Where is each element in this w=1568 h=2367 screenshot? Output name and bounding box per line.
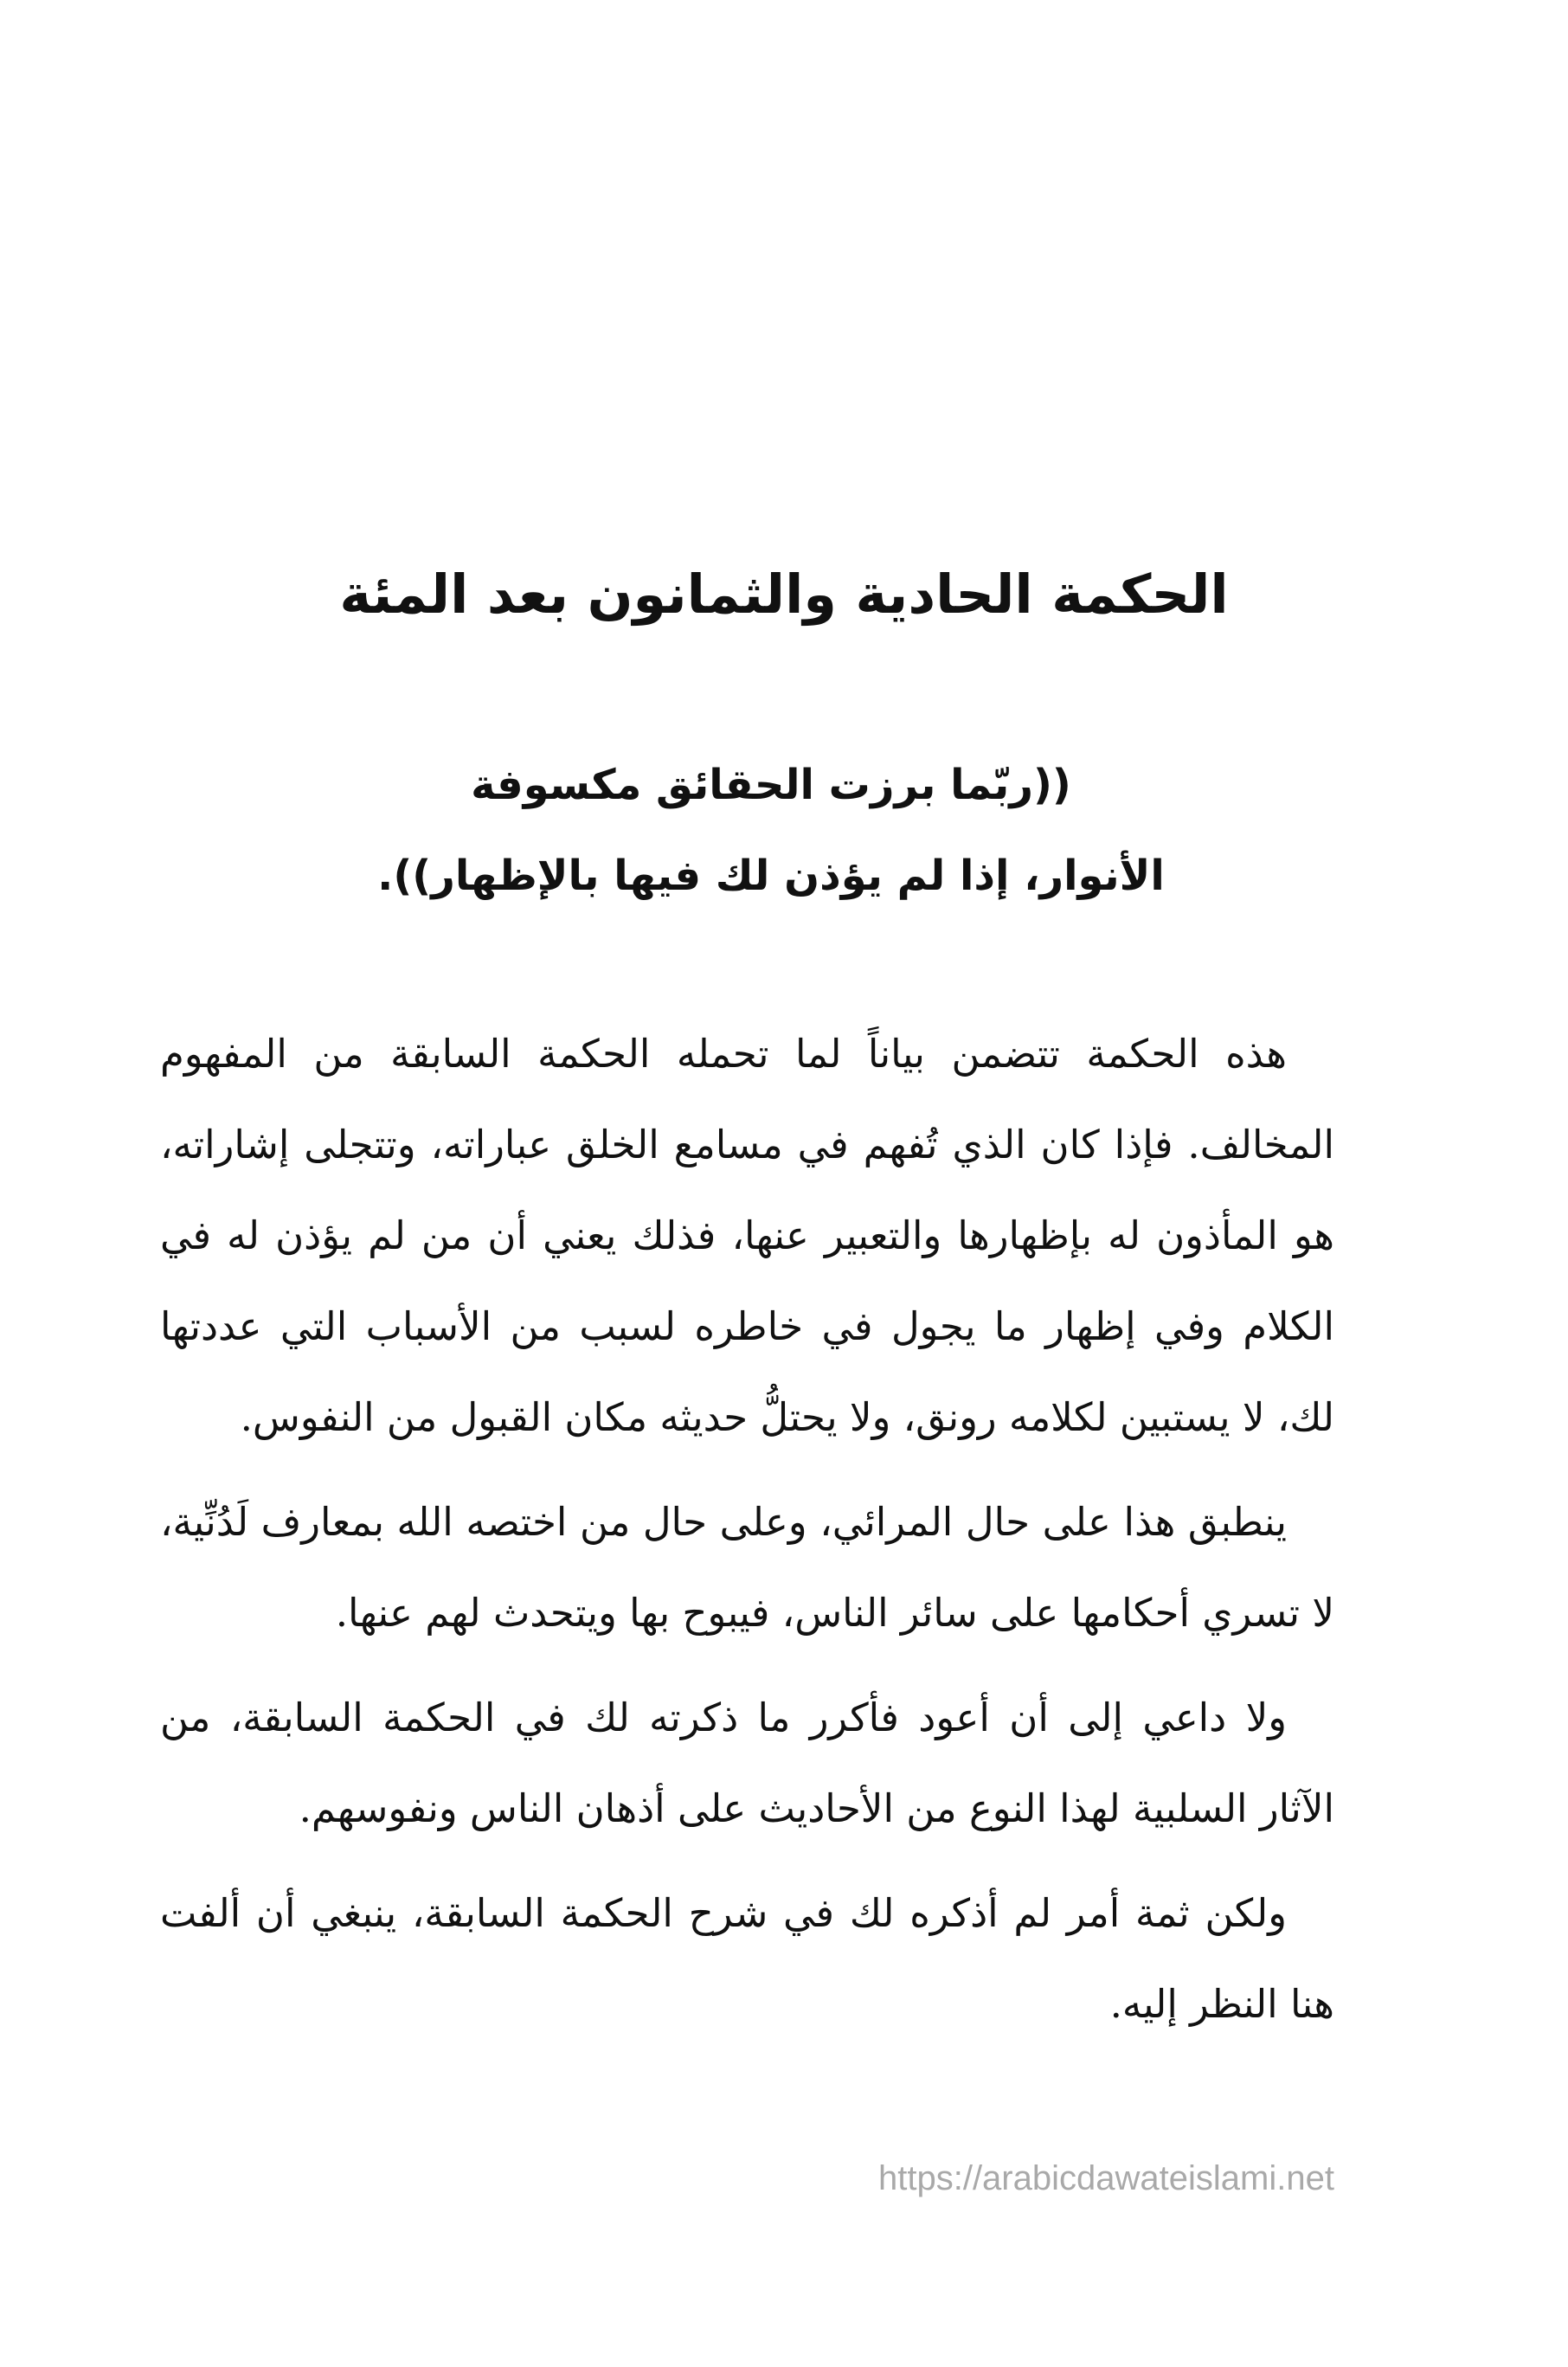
- paragraph: ينطبق هذا على حال المرائي، وعلى حال من اختصه الله بمعارف لَدُنِّية، لا تسري أحكامها على سائر الناس، فيبوح بها ويتحدث لهم عنها.: [160, 1499, 1334, 1636]
- paragraph: ولكن ثمة أمر لم أذكره لك في شرح الحكمة السابقة، ينبغي أن ألفت هنا النظر إليه.: [160, 1890, 1334, 2027]
- commentary-body: [160, 1008, 1334, 2063]
- source-watermark: https://arabicdawateislami.net: [878, 2159, 1334, 2197]
- paragraph: ولا داعي إلى أن أعود فأكرر ما ذكرته لك في الحكمة السابقة، من الآثار السلبية لهذا النوع من الأحاديث على أذهان الناس ونفوسهم.: [160, 1695, 1334, 1831]
- paragraph: هذه الحكمة تتضمن بياناً لما تحمله الحكمة السابقة من المفهوم المخالف. فإذا كان الذي تُفهم في مسامع الخلق عباراته، وتتجلى إشاراته، هو المأذون له بإظهارها والتعبير عنها، فذلك يعني أن من لم يؤذن له في الكلام وفي إظهار ما يجول في خاطره لسبب من الأسباب التي عددتها لك، لا يستبين لكلامه رونق، ولا يحتلُّ حديثه مكان القبول من النفوس.: [160, 1031, 1334, 1440]
- quote-line: الأنوار، إذا لم يؤذن لك فيها بالإظهار)).: [377, 852, 1165, 900]
- quote-line: ((ربّما برزت الحقائق مكسوفة: [471, 761, 1071, 809]
- hikma-quote: [260, 740, 1282, 922]
- chapter-title: الحكمة الحادية والثمانون بعد المئة: [339, 563, 1229, 626]
